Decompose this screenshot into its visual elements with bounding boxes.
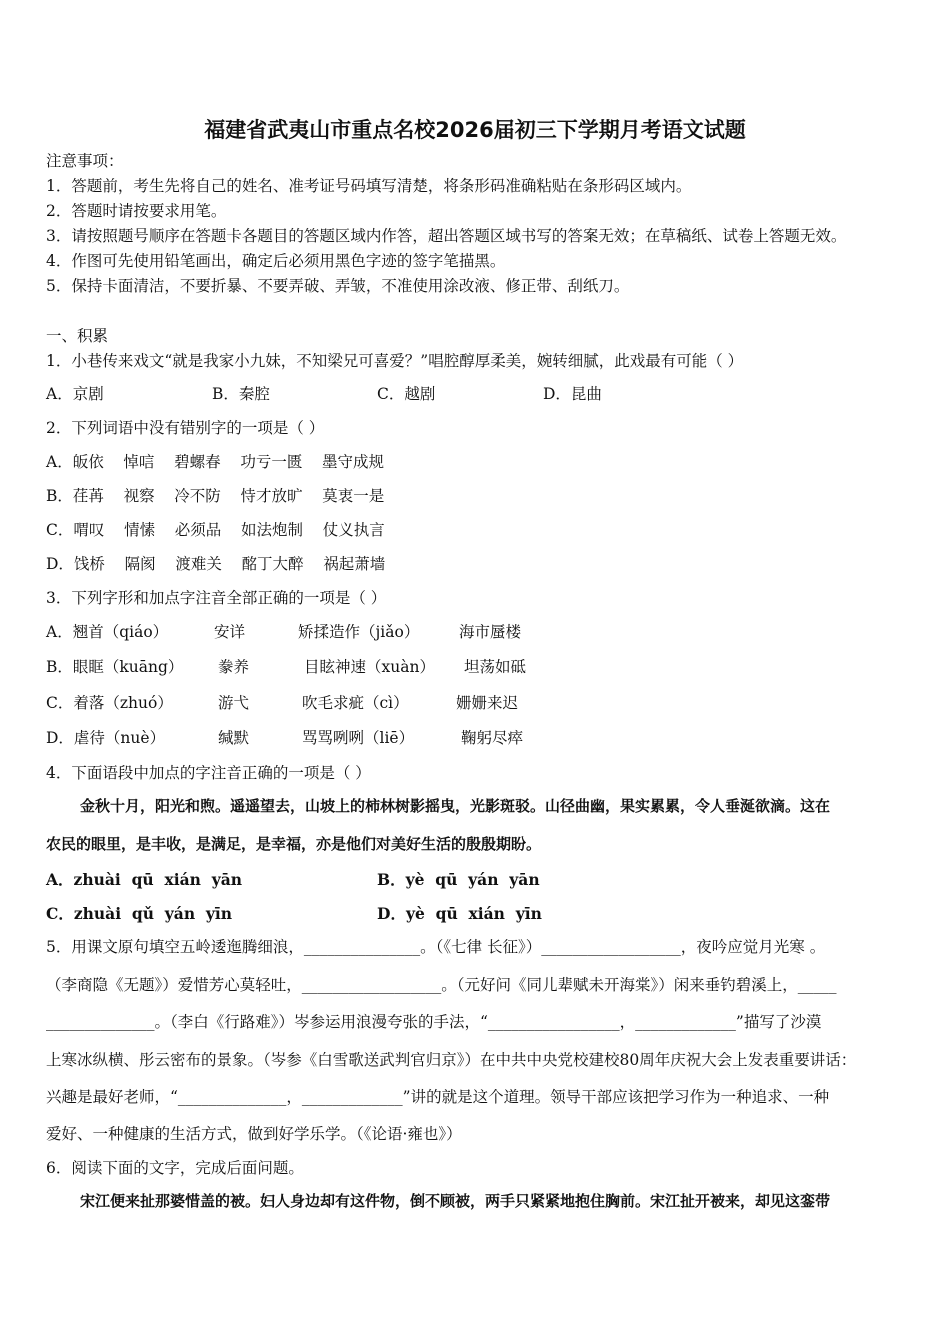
q5-line: 兴趣是最好老师，“______________，_____________”讲的就是这个道理。领导干部应该把学习作为一种追求、一种 — [46, 1088, 830, 1106]
q2-option-c: C．喟叹 情愫 必须品 如法炮制 仗义执言 — [46, 521, 385, 539]
section-heading: 一、积累 — [46, 327, 109, 345]
q3-option-d-3: 骂骂咧咧（liē） — [302, 729, 415, 747]
q5-line: 上寒冰纵横、彤云密布的景象。（岑参《白雪歌送武判官归京》）在中共中央党校建校80周年庆祝大会上发表重要讲话： — [46, 1051, 857, 1069]
notice-item: 5．保持卡面清洁，不要折暴、不要弄破、弄皱，不准使用涂改液、修正带、刮纸刀。 — [46, 277, 630, 295]
q3-option-a-2: 安详 — [214, 623, 246, 641]
notice-item: 3．请按照题号顺序在答题卡各题目的答题区域内作答，超出答题区域书写的答案无效；在草稿纸、试卷上答题无效。 — [46, 227, 847, 245]
question-2-stem: 2．下列词语中没有错别字的一项是（ ） — [46, 419, 325, 437]
q6-passage-line: 宋江便来扯那婆惜盖的被。妇人身边却有这件物，倒不顾被，两手只紧紧地抱住胸前。宋江扯开被来，却见这銮带 — [80, 1192, 831, 1210]
notice-item: 2．答题时请按要求用笔。 — [46, 202, 227, 220]
q3-option-d-4: 鞠躬尽瘁 — [461, 729, 524, 747]
q3-option-c-1: C．着落（zhuó） — [46, 694, 173, 712]
q5-line: （李商隐《无题》）爱惜芳心莫轻吐，__________________。（元好问《同儿辈赋未开海棠》）闲来垂钓碧溪上，_____ — [46, 976, 837, 994]
q3-option-b-2: 豢养 — [218, 658, 250, 676]
q4-option-b: B．yè qū yán yān — [377, 870, 540, 889]
q3-option-c-4: 姗姗来迟 — [456, 694, 519, 712]
notice-heading: 注意事项： — [46, 152, 124, 170]
q2-option-b: B．荏苒 视察 冷不防 恃才放旷 莫衷一是 — [46, 487, 385, 505]
question-6-stem: 6．阅读下面的文字，完成后面问题。 — [46, 1159, 304, 1177]
q3-option-b-1: B．眼眶（kuāng） — [46, 658, 184, 676]
question-4-stem: 4．下面语段中加点的字注音正确的一项是（ ） — [46, 764, 371, 782]
q4-option-d: D．yè qū xián yīn — [377, 904, 542, 923]
q5-line: 5．用课文原句填空五岭逶迤腾细浪，_______________。（《七律 长征》）__________________，夜吟应觉月光寒 。 — [46, 938, 826, 956]
q2-option-d: D．饯桥 隔阂 渡难关 酩丁大醉 祸起萧墙 — [46, 555, 386, 573]
q3-option-b-4: 坦荡如砥 — [464, 658, 527, 676]
q3-option-d-1: D．虐待（nuè） — [46, 729, 166, 747]
q3-option-a-3: 矫揉造作（jiǎo） — [298, 623, 420, 641]
q4-passage-line: 农民的眼里，是丰收，是满足，是幸福，亦是他们对美好生活的殷殷期盼。 — [46, 835, 542, 853]
q3-option-d-2: 缄默 — [218, 729, 250, 747]
q1-option-d: D．昆曲 — [543, 385, 602, 403]
q5-line: 爱好、一种健康的生活方式，做到好学乐学。（《论语·雍也》） — [46, 1125, 462, 1143]
q4-option-a: A．zhuài qū xián yān — [46, 870, 243, 889]
q5-line: ______________。（李白《行路难》）岑参运用浪漫夸张的手法，“_________________，_____________”描写了沙漠 — [46, 1013, 822, 1031]
q3-option-b-3: 目眩神速（xuàn） — [304, 658, 435, 676]
q3-option-a-1: A．翘首（qiáo） — [46, 623, 169, 641]
q4-option-c: C．zhuài qǔ yán yīn — [46, 904, 233, 923]
page-title: 福建省武夷山市重点名校2026届初三下学期月考语文试题 — [204, 118, 746, 142]
q1-option-a: A．京剧 — [46, 385, 104, 403]
q2-option-a: A．皈依 悼唁 碧螺春 功亏一匮 墨守成规 — [46, 453, 385, 471]
notice-item: 4．作图可先使用铅笔画出，确定后必须用黑色字迹的签字笔描黑。 — [46, 252, 506, 270]
q4-passage-line: 金秋十月，阳光和煦。遥遥望去，山坡上的柿林树影摇曳，光影斑驳。山径曲幽，果实累累，令人垂涎欲滴。这在 — [80, 797, 831, 815]
q3-option-a-4: 海市蜃楼 — [459, 623, 522, 641]
q3-option-c-3: 吹毛求疵（cì） — [302, 694, 409, 712]
q1-option-b: B．秦腔 — [212, 385, 270, 403]
q1-option-c: C．越剧 — [377, 385, 436, 403]
notice-item: 1．答题前，考生先将自己的姓名、准考证号码填写清楚，将条形码准确粘贴在条形码区域内。 — [46, 177, 692, 195]
q3-option-c-2: 游弋 — [218, 694, 250, 712]
question-1-stem: 1．小巷传来戏文“就是我家小九妹，不知梁兄可喜爱？”唱腔醇厚柔美，婉转细腻，此戏最有可能（ ） — [46, 352, 744, 370]
question-3-stem: 3．下列字形和加点字注音全部正确的一项是（ ） — [46, 589, 387, 607]
